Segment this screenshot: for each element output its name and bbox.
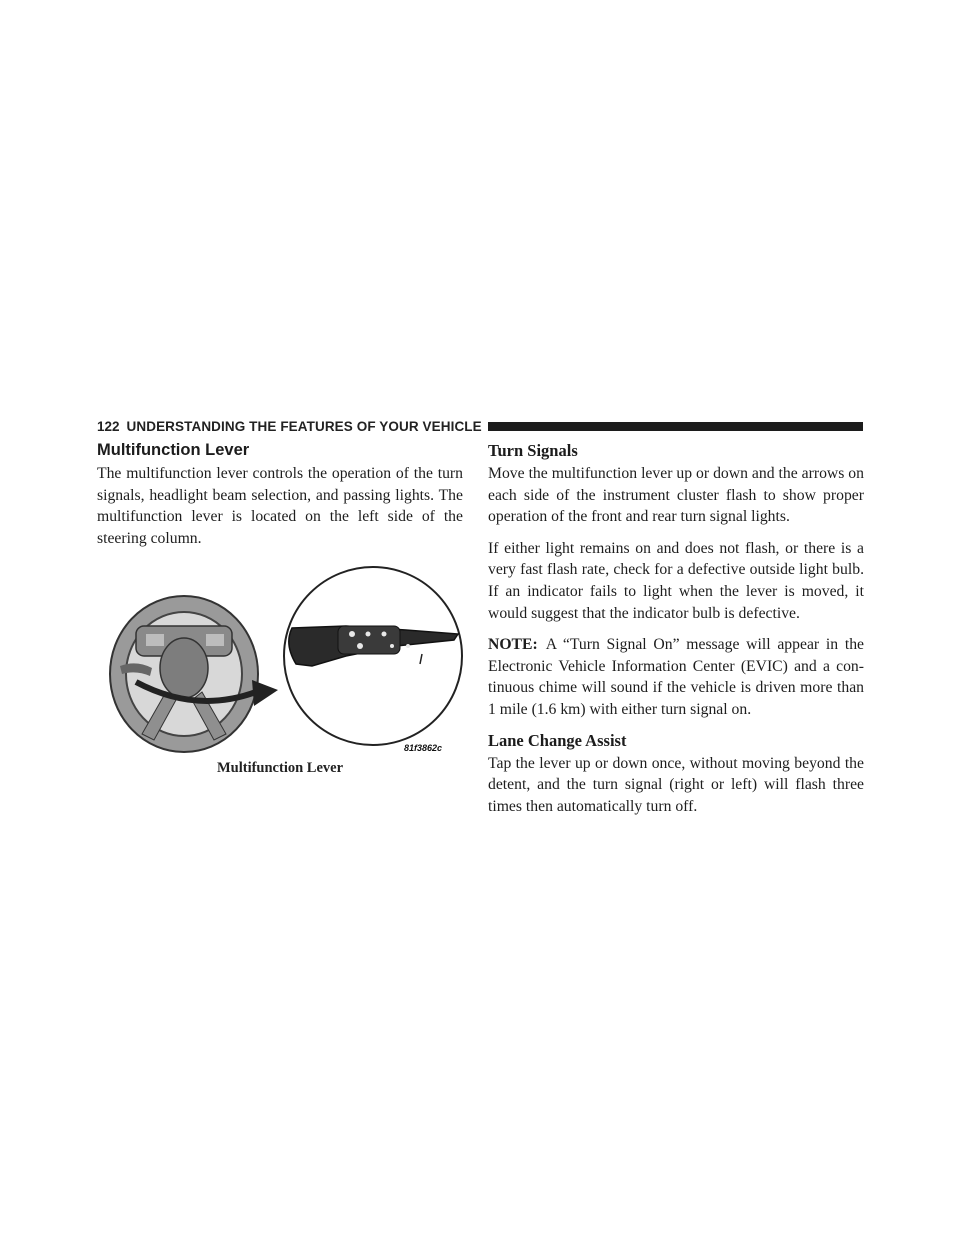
- right-column: [488, 441, 864, 827]
- note-text: A “Turn Signal On” message will appear in the Electronic Vehicle Information Center (EVIC) and a con-tinuous chime will sound if the vehicle is driven more than 1 mile (1.6 km) with either turn signal on.: [488, 636, 864, 718]
- figure-code: 81f3862c: [404, 743, 443, 753]
- figure-caption: Multifunction Lever: [216, 760, 344, 776]
- lane-change-assist-paragraph: Tap the lever up or down once, without moving beyond the detent, and the turn signal (right or left) will flash three times then automatically turn off.: [488, 754, 864, 815]
- page-number: 122: [97, 418, 120, 434]
- multifunction-lever-paragraph: The multifunction lever controls the operation of the turn signals, headlight beam selection, and passing lights. The multifunction lever is located on the left side of the steering column.: [97, 465, 463, 547]
- steering-wheel-lever-drawing: [106, 564, 466, 764]
- header-rule: [488, 422, 863, 431]
- turn-signals-heading: Turn Signals: [488, 441, 578, 460]
- lever-magnified-icon: [284, 567, 462, 745]
- left-column: [97, 441, 463, 559]
- multifunction-lever-heading: Multifunction Lever: [97, 441, 250, 459]
- steering-wheel-icon: [110, 596, 258, 752]
- turn-signals-paragraph-1: Move the multifunction lever up or down and the arrows on each side of the instrument cluster flash to show proper operation of the front and rear turn signal lights.: [488, 465, 864, 526]
- section-title: UNDERSTANDING THE FEATURES OF YOUR VEHICLE: [126, 418, 482, 434]
- note-label: NOTE:: [488, 636, 538, 654]
- steering-wheel-illustration: [106, 564, 466, 764]
- lane-change-assist-heading: Lane Change Assist: [488, 730, 627, 750]
- page-header: [97, 417, 863, 435]
- note-paragraph: [488, 634, 864, 720]
- turn-signals-paragraph-2: If either light remains on and does not flash, or there is a very fast flash rate, check for a defective outside light bulb. If an indicator fails to light when the lever is moved, it would suggest that the indicator bulb is defective.: [488, 539, 864, 622]
